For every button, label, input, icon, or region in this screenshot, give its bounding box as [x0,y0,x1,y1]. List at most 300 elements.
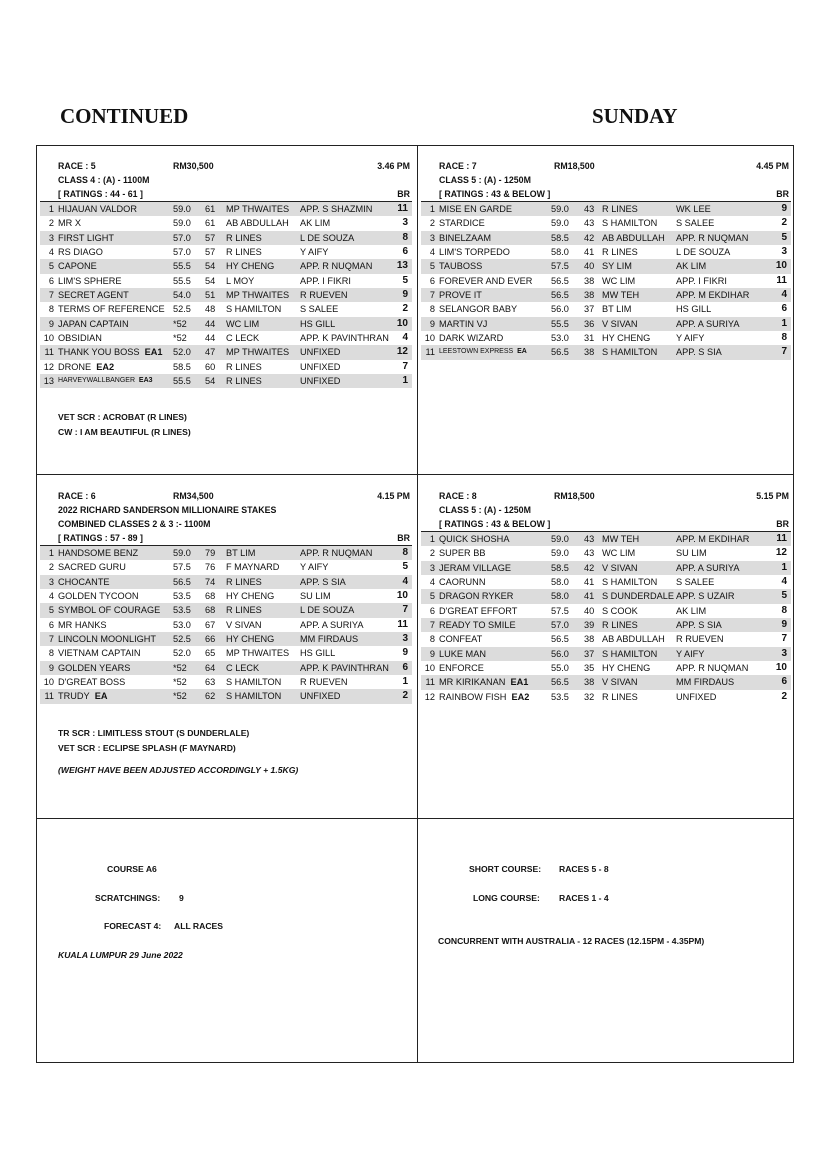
runner-barrier: 9 [781,203,787,214]
race-time: 5.15 PM [756,491,789,501]
runner-row [40,589,412,603]
runner-row [421,618,791,632]
race-header [40,490,412,503]
horse-name [439,259,482,273]
runner-weight: 53.0 [173,619,191,630]
runner-rating: 65 [205,648,216,659]
runner-trainer: HS GILL [300,648,336,659]
horse-name [58,575,110,589]
race-header [421,160,791,173]
runner-row [421,604,791,618]
horse-name-text: HIJAUAN VALDOR [58,204,137,214]
runner-trainer: APP. I FIKRI [300,275,351,286]
runner-row [40,216,412,230]
race-time: 4.15 PM [377,491,410,501]
runner-weight: 57.5 [551,605,569,616]
runner-number: 8 [429,304,435,315]
runner-row [40,202,412,216]
runner-trainer: R RUEVEN [300,290,348,301]
runner-weight: 54.0 [173,290,191,301]
horse-name [58,331,102,345]
runner-number: 3 [429,562,435,573]
runner-row [421,231,791,245]
runner-weight: 58.0 [551,591,569,602]
horse-name-text: TRUDY [58,691,90,702]
horse-entry-tag [135,377,153,384]
barrier-header: BR [776,189,789,199]
horse-name [58,546,138,560]
barrier-header: BR [397,533,410,543]
runner-number: 13 [43,376,54,387]
runner-barrier: 1 [402,375,408,387]
race-note: TR SCR : LIMITLESS STOUT (S DUNDERLALE) [58,728,250,738]
runner-number: 5 [429,261,435,272]
runner-number: 10 [424,333,435,344]
runner-number: 7 [429,620,435,631]
horse-name [58,646,141,660]
runner-barrier: 2 [781,217,787,229]
runner-rating: 43 [584,548,595,559]
horse-name-text: SYMBOL OF COURAGE [58,605,161,616]
runner-number: 9 [429,648,435,659]
runner-barrier: 11 [776,274,787,286]
runner-rating: 47 [205,347,216,358]
runner-number: 7 [48,290,54,301]
runner-jockey: WC LIM [602,548,636,559]
runner-trainer: SU LIM [676,548,707,559]
row-divider-2 [36,818,794,819]
runner-rating: 38 [584,634,595,645]
horse-name-text: RAINBOW FISH [439,691,507,702]
horse-name-text: HANDSOME BENZ [58,548,139,558]
horse-name-text: RS DIAGO [58,247,103,258]
entry-tag-text: EA2 [511,691,530,702]
runner-row [40,331,412,345]
runner-row [421,647,791,661]
race-7-panel [421,160,791,360]
runner-barrier: 9 [402,289,408,301]
runner-barrier: 5 [402,274,408,286]
runner-rating: 43 [584,534,595,544]
runner-rating: 38 [584,677,595,688]
horse-name-text: LEESTOWN EXPRESS [439,348,514,356]
runner-trainer: APP. S SIA [300,576,346,587]
runner-rating: 43 [584,204,595,214]
runner-number: 1 [429,204,435,214]
horse-name [58,202,137,216]
runner-rating: 64 [205,662,216,673]
horse-name-text: MR KIRIKANAN [439,677,506,688]
horse-name-text: JERAM VILLAGE [439,562,511,573]
forecast-label: FORECAST 4: [104,921,162,931]
horse-name [439,618,516,632]
long-course-value: RACES 1 - 4 [559,893,609,903]
runner-weight: 58.0 [551,247,569,258]
runner-jockey: MP THWAITES [226,648,290,659]
race-note: CW : I AM BEAUTIFUL (R LINES) [58,426,191,437]
runner-jockey: WC LIM [226,318,260,329]
runner-number: 11 [425,347,435,358]
runner-trainer: APP. I FIKRI [676,275,727,286]
runner-weight: 56.5 [551,275,569,286]
race-purse: RM18,500 [554,491,595,501]
runner-trainer: UNFIXED [676,691,717,702]
horse-name-text: ENFORCE [439,663,484,674]
horse-name [439,317,487,331]
horse-name-text: FIRST LIGHT [58,232,114,243]
runner-jockey: R LINES [226,376,262,387]
runner-weight: *52 [173,691,187,702]
runner-number: 4 [429,247,435,258]
runner-row [40,245,412,259]
race-time: 4.45 PM [756,161,789,171]
ratings-label: [ RATINGS : 44 - 61 ] [58,189,143,199]
horse-name-text: SECRET AGENT [58,290,129,301]
runner-jockey: AB ABDULLAH [226,218,289,229]
horse-entry-tag [506,692,529,702]
horse-name [58,689,108,703]
horse-entry-tag [91,362,114,372]
runner-barrier: 8 [402,231,408,243]
forecast-value: ALL RACES [174,921,224,931]
ratings-label: [ RATINGS : 57 - 89 ] [58,533,143,543]
horse-name [439,302,517,316]
horse-name-text: LIM'S SPHERE [58,275,122,286]
race-header [40,160,412,173]
runner-number: 8 [48,648,54,659]
runner-row [421,331,791,345]
runner-trainer: UNFIXED [300,347,341,358]
runner-jockey: L MOY [226,275,255,286]
runner-rating: 44 [205,333,216,344]
runner-jockey: C LECK [226,662,260,673]
runner-jockey: HY CHENG [602,333,651,344]
runner-jockey: R LINES [226,232,262,243]
horse-name-text: MARTIN VJ [439,318,488,329]
runner-barrier: 2 [781,690,787,702]
horse-entry-tag [90,691,108,701]
horse-name-text: PROVE IT [439,290,482,301]
horse-name-text: QUICK SHOSHA [439,534,510,544]
concurrent-note: CONCURRENT WITH AUSTRALIA - 12 RACES (12.15PM - 4.35PM) [438,936,705,946]
runner-number: 3 [429,232,435,243]
entry-tag-text: EA1 [510,677,529,688]
runner-jockey: F MAYNARD [226,562,280,573]
runner-rating: 37 [584,648,595,659]
runner-barrier: 4 [781,289,787,301]
runner-weight: 53.0 [551,333,569,344]
runner-trainer: UNFIXED [300,361,341,372]
runner-rating: 60 [205,361,216,372]
horse-name-text: D'GREAT BOSS [58,677,126,688]
runner-jockey: AB ABDULLAH [602,634,665,645]
runner-row [421,345,791,359]
runner-barrier: 2 [402,303,408,315]
runner-barrier: 3 [402,633,408,645]
runner-rating: 43 [584,218,595,229]
horse-name [58,231,114,245]
runner-row [421,561,791,575]
entry-tag-text: EA2 [96,361,115,372]
runner-row [421,274,791,288]
runner-trainer: UNFIXED [300,691,341,702]
runner-jockey: R LINES [226,576,262,587]
runner-weight: *52 [173,677,187,688]
runner-rating: 66 [205,634,216,645]
course-label: COURSE A6 [107,864,157,874]
runner-weight: 59.0 [551,548,569,559]
runner-barrier: 9 [402,647,408,659]
runner-barrier: 8 [781,604,787,616]
runner-rating: 44 [205,318,216,329]
horse-name-text: GOLDEN TYCOON [58,591,139,602]
horse-name [58,661,130,675]
runner-weight: 52.0 [173,347,191,358]
runner-rating: 57 [205,247,216,258]
runner-jockey: MP THWAITES [226,204,290,214]
runner-jockey: S HAMILTON [602,218,658,229]
runner-rating: 79 [205,548,216,558]
runner-trainer: R RUEVEN [676,634,724,645]
runner-barrier: 8 [402,547,408,558]
horse-name [439,274,532,288]
runner-barrier: 5 [781,231,787,243]
runner-trainer: WK LEE [676,204,711,214]
horse-name-text: TAUBOSS [439,261,483,272]
runner-number: 10 [424,663,435,674]
runner-jockey: AB ABDULLAH [602,232,665,243]
runner-row [421,575,791,589]
short-course-value: RACES 5 - 8 [559,864,609,874]
runner-number: 1 [429,534,435,544]
runner-barrier: 4 [402,332,408,344]
runner-jockey: R LINES [602,691,638,702]
runner-weight: *52 [173,318,187,329]
runner-barrier: 5 [402,561,408,573]
horse-name [439,202,512,216]
runner-weight: 57.5 [551,261,569,272]
horse-name-text: CAPONE [58,261,97,272]
runner-rating: 68 [205,591,216,602]
runner-row [421,317,791,331]
race-title: RACE : 6 [58,491,96,501]
runner-weight: 55.5 [173,275,191,286]
runner-rating: 41 [584,591,595,602]
runner-weight: 53.5 [173,591,191,602]
runner-trainer: APP. K PAVINTHRAN [300,662,389,673]
runner-jockey: R LINES [226,605,262,616]
runner-rating: 32 [584,691,595,702]
runner-row [421,589,791,603]
runner-barrier: 11 [776,533,787,544]
horse-entry-tag [140,347,163,357]
horse-name [439,245,510,259]
runner-rating: 62 [205,691,216,702]
race-notes [58,410,191,439]
runner-row [40,360,412,374]
long-course-label: LONG COURSE: [473,893,540,903]
runner-number: 8 [48,304,54,315]
horse-name-text: MR X [58,218,81,229]
runner-row [40,259,412,273]
horse-name [439,632,482,646]
horse-name [58,317,129,331]
runner-barrier: 3 [781,647,787,659]
runner-jockey: HY CHENG [226,591,275,602]
horse-name [439,561,511,575]
runner-rating: 42 [584,562,595,573]
runner-number: 9 [48,662,54,673]
runner-trainer: AK LIM [676,605,707,616]
runner-rating: 67 [205,619,216,630]
entry-tag-text: EA [517,348,527,356]
runner-rating: 36 [584,318,595,329]
runner-rating: 40 [584,261,595,272]
runner-rating: 57 [205,232,216,243]
runner-barrier: 7 [402,360,408,372]
runner-rating: 38 [584,290,595,301]
runner-barrier: 8 [781,332,787,344]
runner-row [40,546,412,560]
page-heading-continued: CONTINUED [60,104,189,128]
runner-row [40,675,412,689]
horse-name [439,231,491,245]
runner-trainer: HS GILL [676,304,712,315]
runner-row [421,532,791,546]
runner-number: 2 [48,218,54,229]
horse-name [58,245,103,259]
runner-rating: 51 [205,290,216,301]
ratings-row [40,531,412,546]
runner-jockey: HY CHENG [226,634,275,645]
horse-name-text: DRONE [58,361,92,372]
runner-weight: 59.0 [551,204,569,214]
horse-name [58,374,153,388]
horse-name [58,560,126,574]
runner-trainer: APP. K PAVINTHRAN [300,333,389,344]
runner-jockey: S HAMILTON [226,677,282,688]
runner-jockey: R LINES [226,247,262,258]
horse-name [439,675,528,689]
horse-entry-tag [513,348,527,355]
runner-trainer: APP. A SURIYA [676,318,740,329]
horse-name-text: STARDICE [439,218,485,229]
column-divider [417,145,418,1063]
runner-barrier: 10 [775,662,787,674]
runner-jockey: V SIVAN [602,562,638,573]
horse-name-text: BINELZAAM [439,232,492,243]
runner-rating: 41 [584,577,595,588]
runner-trainer: SU LIM [300,591,331,602]
horse-name-text: HARVEYWALLBANGER [58,377,136,385]
runner-number: 1 [48,548,54,558]
barrier-header: BR [776,519,789,529]
runner-row [421,245,791,259]
runner-jockey: C LECK [226,333,260,344]
runner-row [40,317,412,331]
runner-number: 2 [429,218,435,229]
runner-jockey: R LINES [602,204,638,214]
runner-rating: 54 [205,275,216,286]
runner-number: 4 [48,591,54,602]
horse-name-text: MISE EN GARDE [439,204,513,214]
runner-barrier: 3 [402,217,408,229]
ratings-label: [ RATINGS : 43 & BELOW ] [439,189,551,199]
race-class-line: 2022 RICHARD SANDERSON MILLIONAIRE STAKES [58,505,277,515]
race-purse: RM34,500 [173,491,214,501]
horse-name-text: CHOCANTE [58,576,110,587]
race-class-line: CLASS 4 : (A) - 1100M [58,175,150,185]
runner-row [421,632,791,646]
runner-weight: 59.0 [173,218,191,229]
horse-name [439,546,485,560]
horse-name [439,288,482,302]
runner-jockey: MW TEH [602,290,640,301]
runner-trainer: S SALEE [300,304,339,315]
horse-name-text: THANK YOU BOSS [58,347,140,358]
runner-weight: 59.0 [551,218,569,229]
horse-name [58,216,81,230]
runner-trainer: APP. R NUQMAN [676,232,749,243]
runner-trainer: HS GILL [300,318,336,329]
runner-number: 5 [48,605,54,616]
runner-number: 12 [43,361,54,372]
horse-name-text: LUKE MAN [439,648,486,659]
runner-trainer: AK LIM [676,261,707,272]
runner-number: 6 [48,619,54,630]
runner-weight: 58.5 [551,562,569,573]
race-class-line: COMBINED CLASSES 2 & 3 :- 1100M [58,519,211,529]
runner-barrier: 10 [396,590,408,602]
horse-name [58,675,125,689]
entry-tag-text: EA3 [138,377,153,385]
runner-jockey: S HAMILTON [602,577,658,588]
runner-jockey: S HAMILTON [226,304,282,315]
runner-barrier: 4 [781,576,787,588]
horse-name [439,575,485,589]
horse-name [439,589,513,603]
runner-number: 2 [48,562,54,573]
runner-barrier: 11 [397,203,408,214]
ratings-row [421,187,791,202]
runner-barrier: 6 [402,246,408,258]
runner-row [40,231,412,245]
ratings-row [40,187,412,202]
race-title: RACE : 7 [439,161,477,171]
runner-rating: 35 [584,663,595,674]
horse-name [439,661,484,675]
runner-rating: 61 [205,218,216,229]
race-5-panel [40,160,412,437]
runner-trainer: APP. A SURIYA [300,619,364,630]
ratings-row [421,517,791,532]
runner-row [40,618,412,632]
ratings-label: [ RATINGS : 43 & BELOW ] [439,519,551,529]
runner-row [40,302,412,316]
runner-number: 6 [429,605,435,616]
runner-trainer: UNFIXED [300,376,341,387]
race-note [58,755,298,763]
runner-trainer: MM FIRDAUS [676,677,735,688]
runner-barrier: 13 [396,260,408,272]
runner-number: 3 [48,232,54,243]
runner-weight: 53.5 [551,691,569,702]
runner-jockey: HY CHENG [226,261,275,272]
runner-jockey: S HAMILTON [602,347,658,358]
horse-name-text: SACRED GURU [58,562,126,573]
runner-weight: *52 [173,333,187,344]
runner-jockey: R LINES [602,247,638,258]
